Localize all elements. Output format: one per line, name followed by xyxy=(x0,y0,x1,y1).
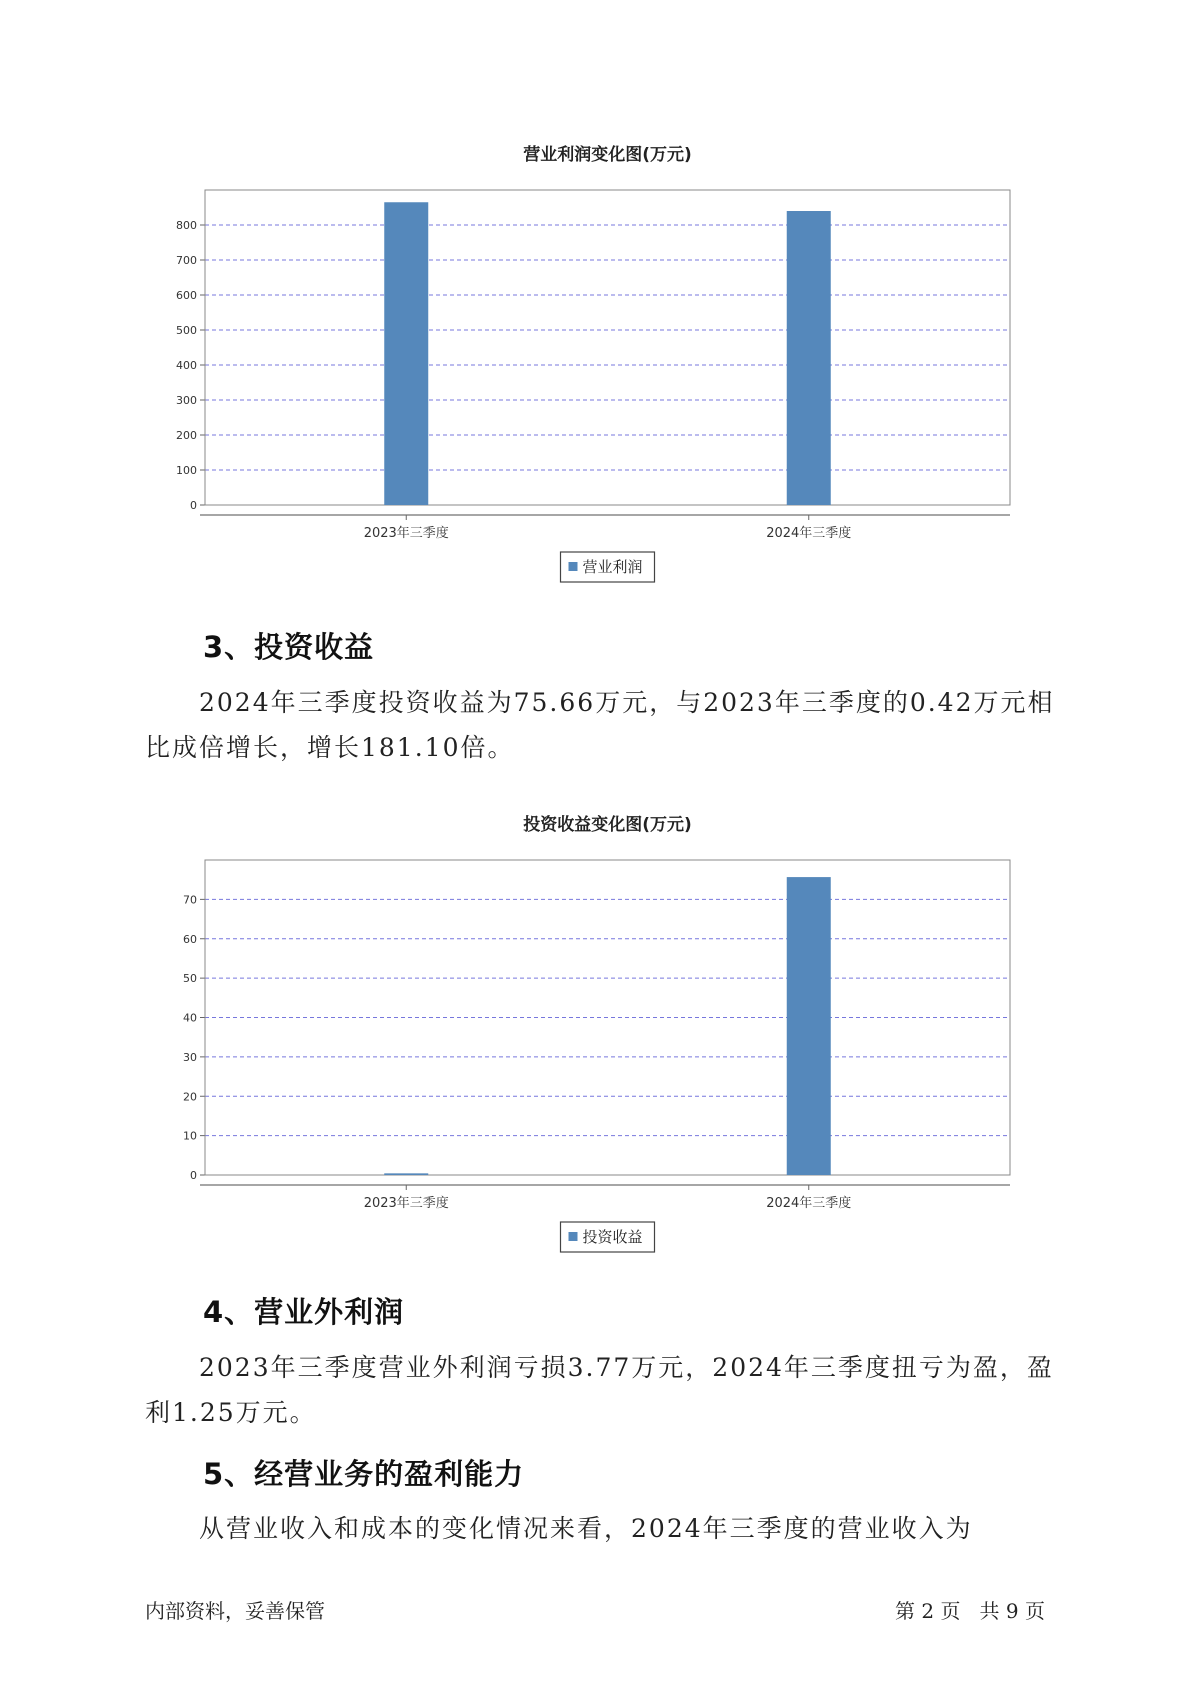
section-3-text: 2024年三季度投资收益为75.66万元，与2023年三季度的0.42万元相比成倍增长，增长181.10倍。 xyxy=(145,688,1055,762)
y-tick-label: 10 xyxy=(183,1129,197,1143)
y-tick-label: 40 xyxy=(183,1011,197,1025)
section-4-heading: 4、营业外利润 xyxy=(203,1295,405,1329)
x-tick-label: 2024年三季度 xyxy=(766,526,852,541)
y-tick-label: 800 xyxy=(176,219,197,232)
x-tick-label: 2024年三季度 xyxy=(766,1196,852,1211)
y-tick-label: 700 xyxy=(176,254,197,267)
section-5-heading: 5、经营业务的盈利能力 xyxy=(203,1457,525,1491)
section-4-text: 2023年三季度营业外利润亏损3.77万元，2024年三季度扭亏为盈，盈利1.25万元。 xyxy=(145,1353,1054,1427)
section-5-text: 从营业收入和成本的变化情况来看，2024年三季度的营业收入为 xyxy=(199,1514,973,1543)
investment-income-chart-svg xyxy=(0,800,1191,1260)
operating-profit-chart xyxy=(0,130,1191,590)
footer-confidential: 内部资料，妥善保管 xyxy=(145,1599,325,1623)
footer-page-number: 第 2 页 共 9 页 xyxy=(895,1599,1045,1623)
chart-title: 投资收益变化图(万元) xyxy=(523,815,692,835)
y-tick-label: 0 xyxy=(190,499,197,512)
y-tick-label: 30 xyxy=(183,1050,197,1064)
bar xyxy=(787,211,831,505)
y-tick-label: 600 xyxy=(176,289,197,302)
y-tick-label: 200 xyxy=(176,429,197,442)
legend-swatch xyxy=(569,1232,578,1241)
chart-title: 营业利润变化图(万元) xyxy=(523,145,692,165)
y-tick-label: 20 xyxy=(183,1090,197,1104)
y-tick-label: 300 xyxy=(176,394,197,407)
y-tick-label: 500 xyxy=(176,324,197,337)
x-tick-label: 2023年三季度 xyxy=(363,526,449,541)
bar xyxy=(787,877,831,1175)
y-tick-label: 0 xyxy=(190,1169,197,1182)
legend-swatch xyxy=(569,562,578,571)
y-tick-label: 50 xyxy=(183,972,197,986)
bar xyxy=(384,202,428,505)
y-tick-label: 60 xyxy=(183,932,197,946)
y-tick-label: 100 xyxy=(176,464,197,477)
y-tick-label: 400 xyxy=(176,359,197,372)
plot-frame xyxy=(205,190,1010,505)
legend-label: 投资收益 xyxy=(582,1228,643,1246)
investment-income-chart xyxy=(0,800,1191,1260)
section-3-heading: 3、投资收益 xyxy=(203,630,375,664)
bar xyxy=(384,1173,428,1175)
operating-profit-chart-svg xyxy=(0,130,1191,590)
legend-label: 营业利润 xyxy=(582,558,643,576)
y-tick-label: 70 xyxy=(183,893,197,907)
x-tick-label: 2023年三季度 xyxy=(363,1196,449,1211)
